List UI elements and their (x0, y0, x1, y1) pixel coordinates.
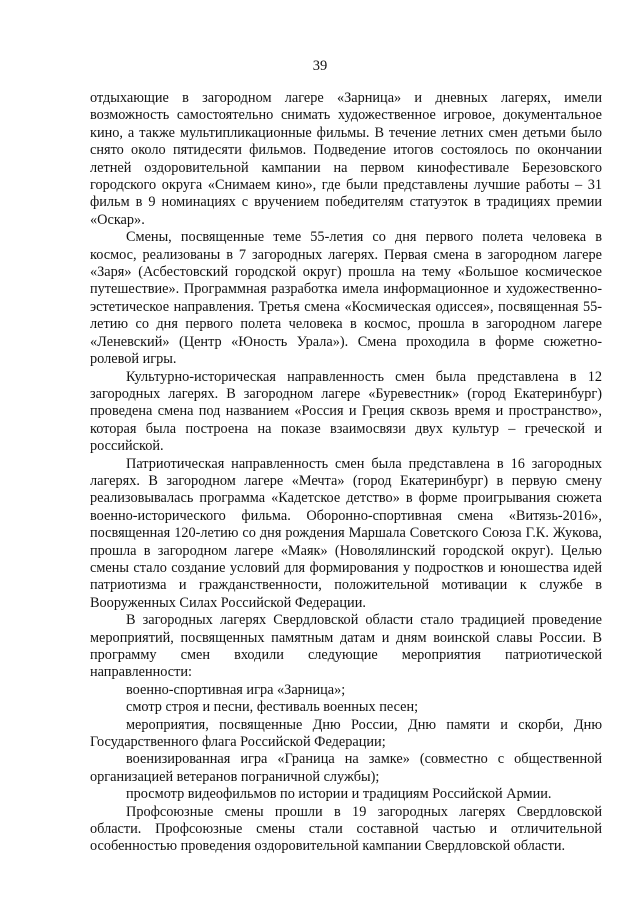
paragraph-traditions: В загородных лагерях Свердловской области стало традицией проведение мероприятий, посвященных памятным датам и дням воинской славы России. В программу смен входили следующие мероприятия патриотической направленности: (90, 612, 602, 681)
paragraph-trade-union: Профсоюзные смены прошли в 19 загородных лагерях Свердловской области. Профсоюзные смены стали составной частью и отличительной особенностью проведения оздоровительной кампании Свердловской области. (90, 803, 602, 855)
list-item: военно-спортивная игра «Зарница»; (126, 681, 346, 698)
list-item: военизированная игра «Граница на замке» (совместно с общественной организацией ветеранов пограничной службы); (90, 751, 602, 785)
paragraph-patriotic: Патриотическая направленность смен была представлена в 16 загородных лагерях. В загородном лагере «Мечта» (город Екатеринбург) в первую смену реализовывалась программа «Кадетское детство» в форме проигрывания сюжета военно-исторического фильма. Оборонно-спортивная смена «Витязь-2016», посвященная 120-летию со дня рождения Маршала Советского Союза Г.К. Жукова, прошла в загородном лагере «Маяк» (Новолялинский городской округ). Целью смены стало создание условий для формирования у подростков и юношества идей патриотизма и гражданственности, положительной мотивации к службе в Вооруженных Силах Российской Федерации. (90, 455, 602, 611)
paragraph-cultural-historical: Культурно-историческая направленность смен была представлена в 12 загородных лагерях. В загородном лагере «Буревестник» (город Екатеринбург) проведена смена под названием «Россия и Греция сквозь время и пространство», которая была построена на показе взаимосвязи двух культур – греческой и российской. (90, 368, 602, 455)
list-item: смотр строя и песни, фестиваль военных песен; (126, 699, 419, 716)
paragraph-film-festival: отдыхающие в загородном лагере «Зарница» и дневных лагерях, имели возможность самостоятельно снимать художественное игровое, документальное кино, а также мультипликационные фильмы. В течение летних смен детьми было снято около пятидесяти фильмов. Подведение итогов состоялось по окончании летней оздоровительной кампании на первом кинофестивале Березовского городского округа «Снимаем кино», где были представлены лучшие работы – 31 фильм в 9 номинациях с вручением победителям статуэток в традициях премии «Оскар». (90, 90, 602, 228)
list-item: просмотр видеофильмов по истории и традициям Российской Армии. (126, 786, 552, 803)
page-number: 39 (312, 58, 328, 74)
paragraph-space-shifts: Смены, посвященные теме 55-летия со дня первого полета человека в космос, реализованы в 7 загородных лагерях. Первая смена в загородном лагере «Заря» (Асбестовский городской округ) прошла на тему «Большое космическое путешествие». Программная разработка имела информационное и художественно-эстетическое направления. Третья смена «Космическая одиссея», посвященная 55-летию со дня первого полета человека в космос, прошла в загородном лагере «Леневский» (Центр «Юность Урала»). Смена проходила в форме сюжетно-ролевой игры. (90, 229, 602, 368)
list-item: мероприятия, посвященные Дню России, Дню памяти и скорби, Дню Государственного флага Российской Федерации; (90, 716, 602, 751)
document-body (90, 90, 602, 856)
